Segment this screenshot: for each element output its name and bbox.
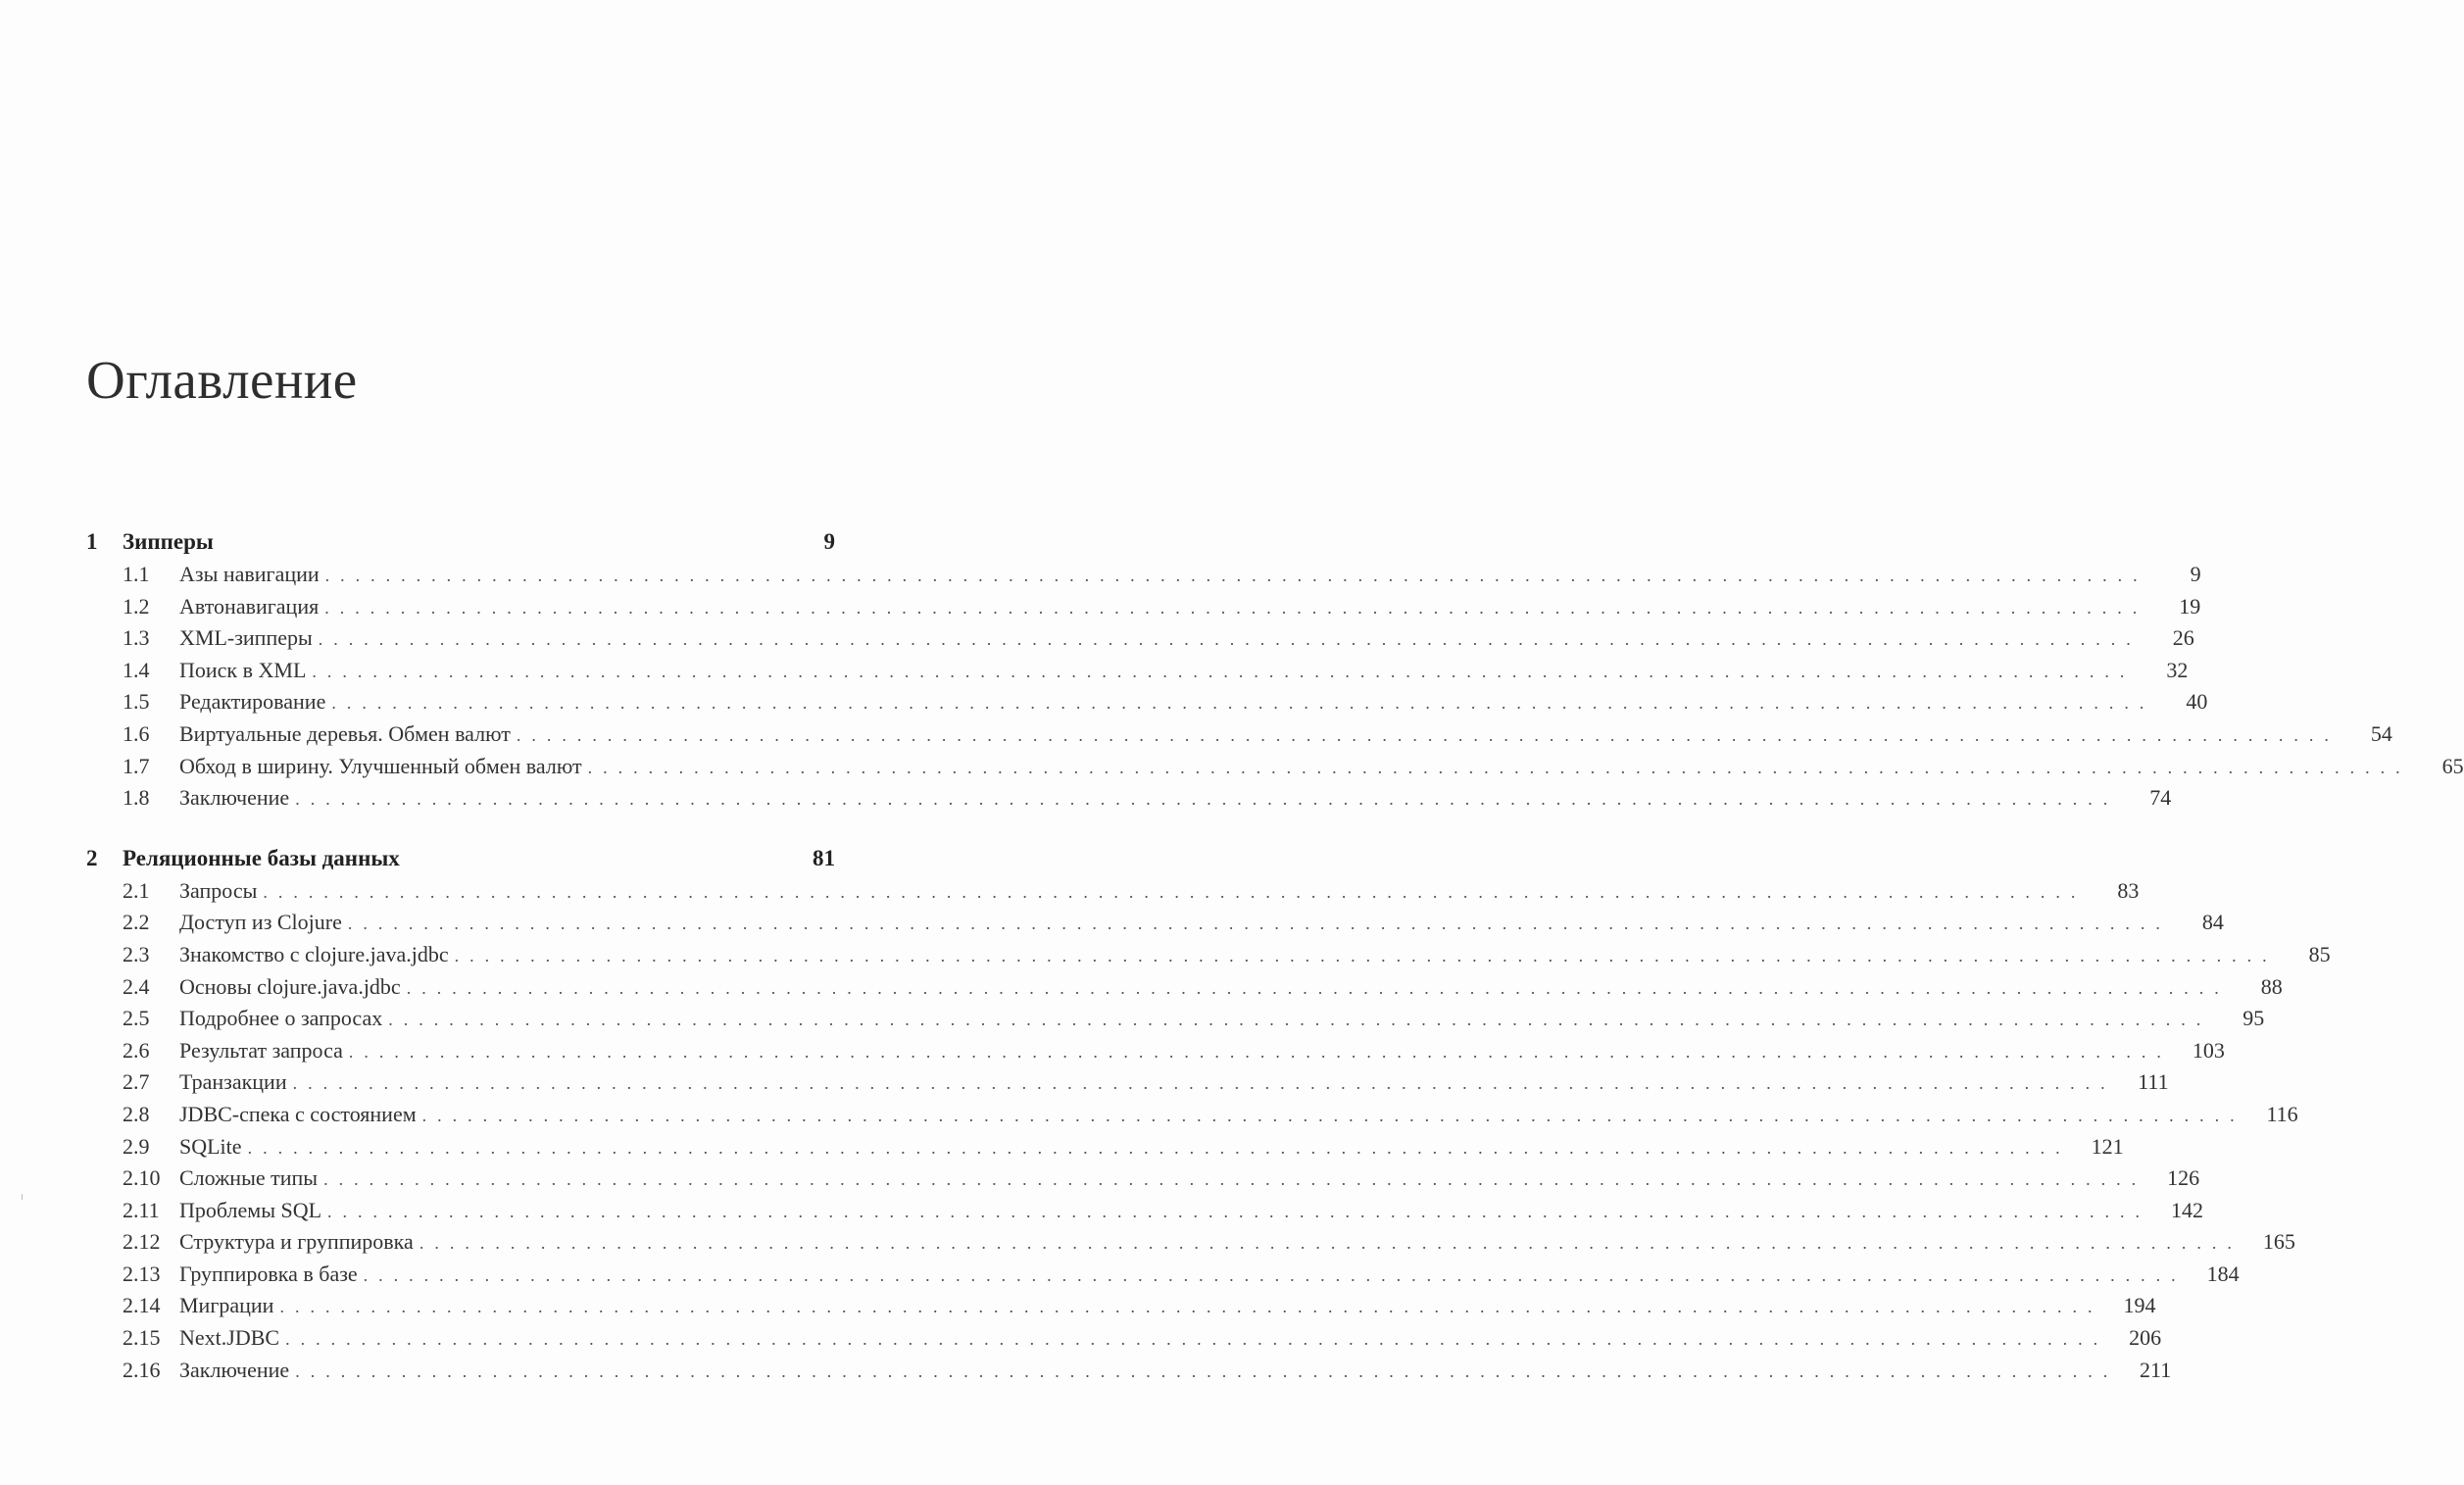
section-number: 2.14 <box>123 1293 161 1318</box>
section-page: 88 <box>2260 973 2283 999</box>
dot-leader: ........................................................................................................................ <box>247 1137 2071 1158</box>
section-number: 1.6 <box>123 720 150 746</box>
dot-leader: ........................................................................................................................ <box>323 1169 2147 1190</box>
chapter-1 <box>86 525 2464 815</box>
section-list <box>86 875 2331 1387</box>
dot-leader: ........................................................................................................................ <box>292 1073 2116 1094</box>
section-number: 1.3 <box>123 625 150 651</box>
toc-entry[interactable] <box>86 971 2283 1004</box>
dot-leader: ........................................................................................................................ <box>263 881 2087 902</box>
chapter-number: 2 <box>86 845 98 870</box>
section-page: 9 <box>2190 562 2201 586</box>
section-number: 1.8 <box>123 785 150 811</box>
section-title: JDBC-спека с состоянием <box>179 1101 417 1126</box>
section-title: Основы clojure.java.jdbc <box>179 973 401 999</box>
toc-entry[interactable] <box>86 907 2224 939</box>
section-page: 85 <box>2308 941 2331 966</box>
section-title: Поиск в XML <box>179 657 307 682</box>
section-page: 83 <box>2117 877 2140 903</box>
scan-mark <box>22 1194 23 1200</box>
toc-entry[interactable] <box>86 1003 2265 1035</box>
toc-entry[interactable] <box>86 1226 2295 1259</box>
dot-leader: ........................................................................................................................ <box>312 661 2136 681</box>
toc-entry[interactable] <box>86 1099 2298 1131</box>
chapter-number: 1 <box>86 529 98 554</box>
section-number: 2.15 <box>123 1325 161 1351</box>
section-title: Структура и группировка <box>179 1229 414 1255</box>
section-page: 54 <box>2370 720 2392 746</box>
section-number: 2.4 <box>123 973 150 999</box>
section-number: 2.7 <box>123 1069 150 1095</box>
section-page: 74 <box>2149 785 2172 811</box>
dot-leader: ........................................................................................................................ <box>421 1105 2245 1125</box>
toc-entry[interactable] <box>86 1290 2156 1322</box>
dot-leader: ........................................................................................................................ <box>406 977 2230 998</box>
section-title: Next.JDBC <box>179 1325 280 1351</box>
dot-leader: ........................................................................................................................ <box>331 693 2155 714</box>
dot-leader: ........................................................................................................................ <box>419 1233 2242 1254</box>
section-title: Заключение <box>179 785 290 811</box>
section-title: XML-зипперы <box>179 625 313 651</box>
toc-entry[interactable] <box>86 1066 2169 1099</box>
section-title: Азы навигации <box>179 562 320 586</box>
dot-leader: ........................................................................................................................ <box>318 629 2142 650</box>
section-number: 2.11 <box>123 1197 160 1222</box>
section-number: 2.8 <box>123 1101 150 1126</box>
chapter-title: Зипперы <box>123 529 214 554</box>
toc-entry[interactable] <box>86 559 2201 591</box>
section-page: 19 <box>2179 593 2201 619</box>
toc-entry[interactable] <box>86 875 2140 908</box>
chapter-page: 9 <box>823 529 835 554</box>
dot-leader: ........................................................................................................................ <box>347 914 2171 934</box>
section-page: 95 <box>2242 1006 2265 1031</box>
section-title: Миграции <box>179 1293 274 1318</box>
section-title: Проблемы SQL <box>179 1197 322 1222</box>
section-page: 165 <box>2262 1229 2295 1255</box>
section-title: Результат запроса <box>179 1037 343 1063</box>
section-title: Транзакции <box>179 1069 287 1095</box>
toc-entry[interactable] <box>86 751 2464 783</box>
section-title: Сложные типы <box>179 1165 319 1191</box>
section-page: 111 <box>2138 1069 2169 1095</box>
toc-entry[interactable] <box>86 782 2172 815</box>
section-title: Подробнее о запросах <box>179 1006 383 1031</box>
dot-leader: ........................................................................................................................ <box>324 597 2148 618</box>
section-page: 26 <box>2172 625 2194 651</box>
section-number: 1.7 <box>123 753 150 778</box>
section-title: Автонавигация <box>179 593 320 619</box>
section-number: 2.6 <box>123 1037 150 1063</box>
section-page: 103 <box>2192 1037 2225 1063</box>
toc-entry[interactable] <box>86 1355 2172 1387</box>
dot-leader: ........................................................................................................................ <box>587 757 2411 777</box>
toc-entry[interactable] <box>86 591 2201 623</box>
dot-leader: ........................................................................................................................ <box>279 1297 2103 1317</box>
section-title: Группировка в базе <box>179 1261 358 1286</box>
toc-entry[interactable] <box>86 1322 2162 1355</box>
dot-leader: ........................................................................................................................ <box>348 1041 2172 1062</box>
section-page: 206 <box>2129 1325 2162 1351</box>
dot-leader: ........................................................................................................................ <box>295 789 2119 810</box>
section-title: Доступ из Clojure <box>179 910 342 935</box>
section-page: 142 <box>2171 1197 2204 1222</box>
toc-entry[interactable] <box>86 718 2392 751</box>
dot-leader: ........................................................................................................................ <box>516 724 2340 745</box>
dot-leader: ........................................................................................................................ <box>327 1201 2151 1221</box>
toc-entry[interactable] <box>86 939 2331 971</box>
toc-entry[interactable] <box>86 655 2189 687</box>
dot-leader: ........................................................................................................................ <box>295 1361 2119 1381</box>
toc-entry[interactable] <box>86 686 2208 718</box>
dot-leader: ........................................................................................................................ <box>388 1010 2212 1030</box>
section-page: 32 <box>2166 657 2189 682</box>
section-number: 2.10 <box>123 1165 161 1191</box>
section-number: 2.1 <box>123 877 150 903</box>
section-page: 84 <box>2201 910 2224 935</box>
dot-leader: ........................................................................................................................ <box>324 566 2148 585</box>
section-number: 2.13 <box>123 1261 161 1286</box>
section-page: 121 <box>2091 1133 2124 1159</box>
dot-leader: ........................................................................................................................ <box>363 1264 2187 1285</box>
toc-entry[interactable] <box>86 1035 2225 1067</box>
section-title: Заключение <box>179 1357 290 1382</box>
section-page: 194 <box>2123 1293 2156 1318</box>
section-title: Запросы <box>179 877 258 903</box>
section-number: 2.16 <box>123 1357 161 1382</box>
section-number: 1.5 <box>123 689 150 715</box>
section-number: 1.4 <box>123 657 150 682</box>
chapter-heading[interactable] <box>86 842 835 875</box>
section-title: Редактирование <box>179 689 326 715</box>
section-list <box>86 559 2464 815</box>
chapter-page: 81 <box>813 845 835 870</box>
section-page: 65 <box>2441 753 2464 778</box>
section-number: 2.2 <box>123 910 150 935</box>
toc-entry[interactable] <box>86 622 2194 655</box>
table-of-contents <box>86 525 2464 1386</box>
toc-entry[interactable] <box>86 1259 2240 1291</box>
section-title: Виртуальные деревья. Обмен валют <box>179 720 511 746</box>
chapter-heading[interactable] <box>86 525 835 559</box>
section-number: 2.9 <box>123 1133 150 1159</box>
section-number: 2.5 <box>123 1006 150 1031</box>
section-title: Обход в ширину. Улучшенный обмен валют <box>179 753 582 778</box>
toc-entry[interactable] <box>86 1163 2200 1195</box>
section-number: 1.2 <box>123 593 150 619</box>
section-page: 126 <box>2167 1165 2200 1191</box>
section-number: 1.1 <box>123 562 150 586</box>
toc-entry[interactable] <box>86 1131 2124 1163</box>
page-title: Оглавление <box>86 350 358 410</box>
section-number: 2.3 <box>123 941 150 966</box>
toc-entry[interactable] <box>86 1195 2204 1227</box>
section-number: 2.12 <box>123 1229 161 1255</box>
section-page: 40 <box>2186 689 2208 715</box>
dot-leader: ........................................................................................................................ <box>285 1329 2109 1350</box>
section-title: SQLite <box>179 1133 242 1159</box>
section-title: Знакомство с clojure.java.jdbc <box>179 941 449 966</box>
section-page: 116 <box>2266 1101 2298 1126</box>
dot-leader: ........................................................................................................................ <box>454 945 2278 965</box>
chapter-title: Реляционные базы данных <box>123 845 400 870</box>
chapter-2 <box>86 842 2331 1387</box>
section-page: 184 <box>2206 1261 2240 1286</box>
section-page: 211 <box>2140 1357 2172 1382</box>
